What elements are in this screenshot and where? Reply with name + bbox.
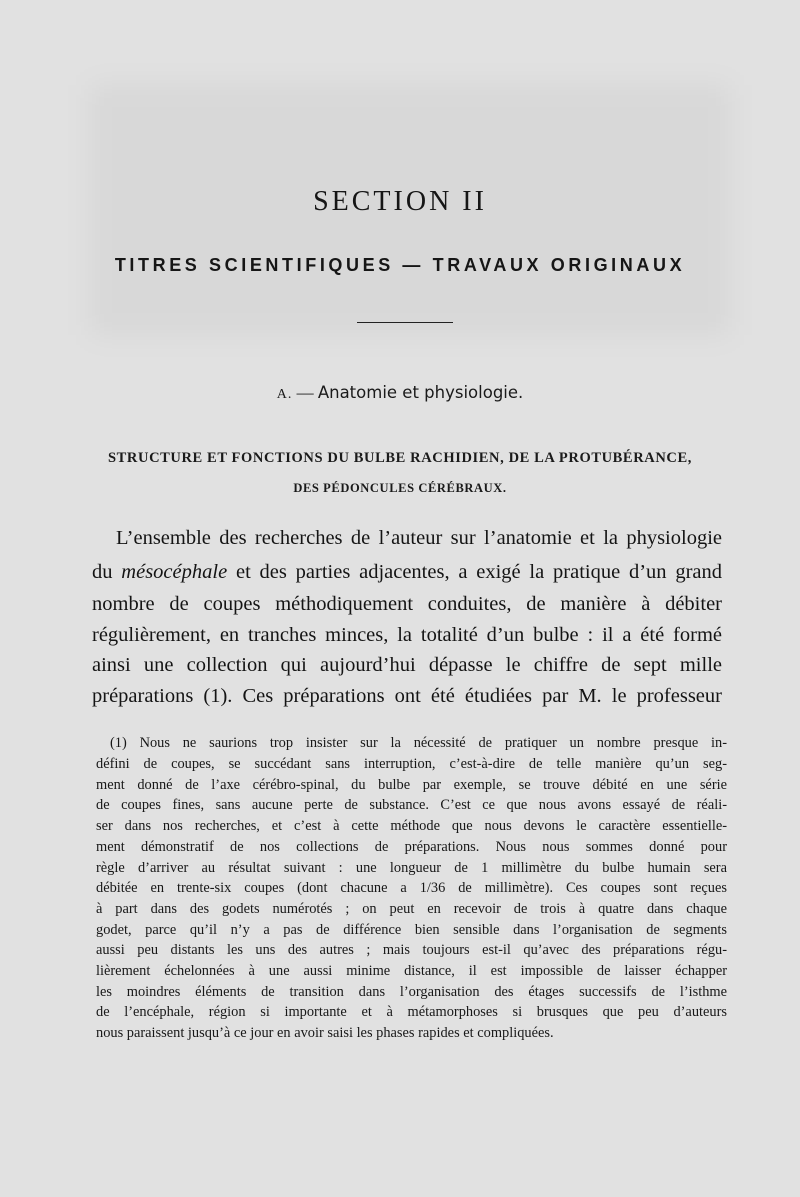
footnote-line-2: défini de coupes, se succédant sans interruption, c’est-à-dire de telle manière qu’un seg-	[96, 756, 727, 772]
subsection-heading	[0, 383, 800, 403]
body-line-2-end: et des parties adjacentes, a exigé la pratique d’un grand	[235, 561, 723, 583]
footnote-line-4: de coupes fines, sans aucune perte de substance. C’est ce que nous avons essayé de réali-	[96, 797, 727, 813]
body-line-3: nombre de coupes méthodiquement conduites, de manière à débiter	[92, 593, 722, 615]
body-line-2-italic-term: mésocéphale	[121, 561, 228, 583]
footnote-line-13: les moindres éléments de transition dans l’organisation des étages successifs de l’isthme	[96, 984, 727, 1000]
body-line-5: ainsi une collection qui aujourd’hui dépasse le chiffre de sept mille	[92, 654, 722, 676]
footnote-line-15: nous paraissent jusqu’à ce jour en avoir saisi les phases rapides et compliquées.	[96, 1025, 554, 1041]
footnote-line-3: ment donné de l’axe cérébro-spinal, du bulbe par exemple, se trouve débité en une série	[96, 777, 727, 793]
body-line-4: régulièrement, en tranches minces, la totalité d’un bulbe : il a été formé	[92, 624, 722, 646]
body-line-6: préparations (1). Ces préparations ont été étudiées par M. le professeur	[92, 685, 722, 707]
body-line-2	[92, 561, 722, 584]
footnote-line-10: godet, parce qu’il n’y a pas de différence bien sensible dans l’organisation de segments	[96, 922, 727, 938]
body-line-1: L’ensemble des recherches de l’auteur sur l’anatomie et la physiologie	[116, 527, 722, 549]
body-line-2-start: du	[92, 561, 113, 583]
footnote-line-9: à part dans des godets numérotés ; on peut en recevoir de trois à quatre dans chaque	[96, 901, 727, 917]
subsection-name: Anatomie et physiologie.	[317, 383, 524, 402]
footnote-line-6: ment démonstratif de nos collections de préparations. Nous nous sommes donné pour	[96, 839, 727, 855]
footnote-line-5: ser dans nos recherches, et c’est à cette méthode que nous devons le caractère essentielle-	[96, 818, 727, 834]
subsection-dash: —	[296, 383, 314, 402]
footnote-line-14: de l’encéphale, région si importante et à métamorphoses si brusques que peu d’auteurs	[96, 1004, 727, 1020]
footnote-line-11: aussi peu distants les uns des autres ; mais toujours est-il qu’avec des préparations régu-	[96, 942, 727, 958]
footnote-line-8: débitée en trente-six coupes (dont chacune a 1/36 de millimètre). Ces coupes sont reçues	[96, 880, 727, 896]
chapter-heading-line-2: DES PÉDONCULES CÉRÉBRAUX.	[293, 481, 507, 495]
footnote-line-7: règle d’arriver au résultat suivant : une longueur de 1 millimètre du bulbe humain sera	[96, 860, 727, 876]
section-subtitle: TITRES SCIENTIFIQUES — TRAVAUX ORIGINAUX	[114, 255, 686, 275]
footnote-line-1: (1) Nous ne saurions trop insister sur la nécessité de pratiquer un nombre presque in-	[110, 735, 727, 751]
footnote-line-12: lièrement échelonnées à une aussi minime distance, il est impossible de laisser échapper	[96, 963, 727, 979]
subsection-letter: A.	[276, 387, 293, 402]
divider-rule	[357, 322, 453, 323]
chapter-heading-line-1: STRUCTURE ET FONCTIONS DU BULBE RACHIDIEN, DE LA PROTUBÉRANCE,	[107, 450, 692, 466]
section-title: SECTION II	[313, 186, 487, 217]
